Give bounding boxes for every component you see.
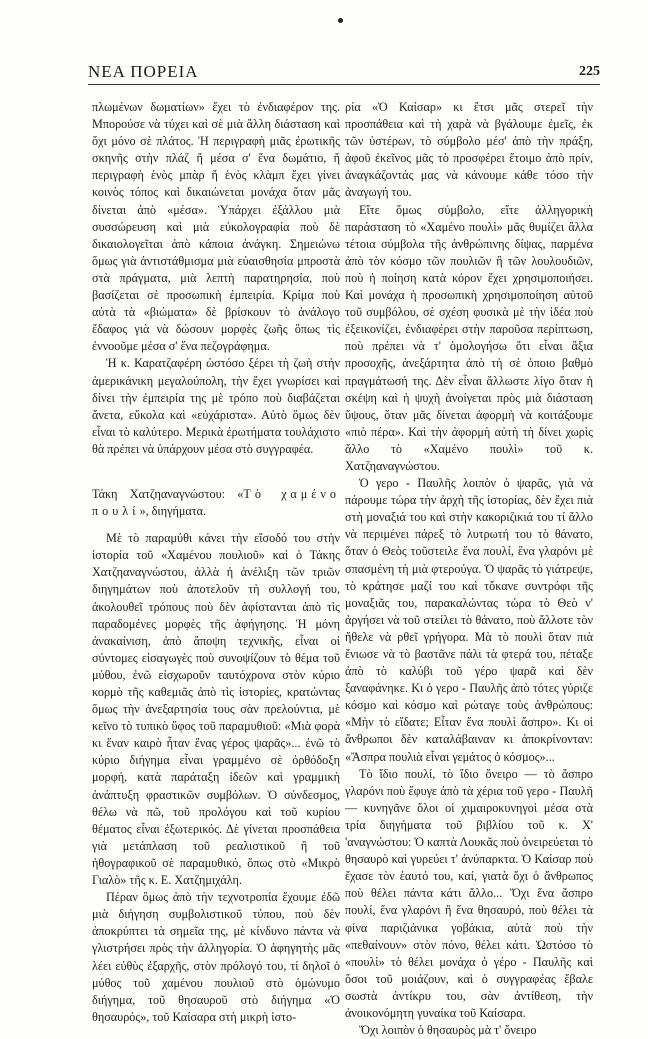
paragraph: Ὁ γερο - Παυλῆς λοιπὸν ὁ ψαρᾶς, γιὰ νὰ πάρουμε τώρα τὴν ἀρχὴ τῆς ἱστορίας, δὲν ἔχει πιὰ στὴ μοναξιά του καὶ στὴν κακοριζικιά του τί ἄλλο νὰ περιμένει πάρεξ τὸ λυτρωτή του τὸ θάνατο, ὅταν ὁ Θεὸς τοῦστειλε ἕνα πουλί, ἕνα γλαρόνι μὲ σπασμένη τὴ μιὰ φτερούγα. Ὁ ψαρᾶς τὸ γιάτρεψε, τὸ κράτησε μαζί του καὶ τὄκανε συντρόφι τῆς μοναξιᾶς του, παρακαλώντας τώρα τὸ Θεὸ ν' ἀργήσει νὰ τοῦ στείλει τὸ θάνατο, ποὺ ἄλλοτε τὸν ἤθελε νὰ ρθεῖ γρήγορα. Μὰ τὸ πουλὶ ὅταν πιὰ ἔνιωσε νὰ τὸ βαστᾶνε πάλι τὰ φτερά του, πέταξε ἀπὸ τὸ καλύβι τοῦ γέρο ψαρᾶ καὶ δὲν ξαναφάνηκε. Κι ὁ γερο - Παυλῆς ἀπὸ τότες γύριζε κόσμο καὶ κόσμο καὶ ρώταγε τοὺς ἀνθρώπους: «Μὴν τὸ εἴδατε; Εἶταν ἕνα πουλὶ ἄσπρο». Κι οἱ ἄνθρωποι δὲν καταλάβαιναν κι ἀποκρίνονταν: «Ἄσπρα πουλιὰ εἶναι γεμάτος ὁ κόσμος»... — [345, 476, 593, 764]
paragraph: πλωμένων δωματίων» ἔχει τὸ ἐνδιαφέρον της. Μπορούσε νὰ τύχει καὶ σὲ μιὰ ἄλλη διάσταση καὶ ὄχι μόνο σὲ πλάτος. Ἡ περιγραφὴ μιᾶς ἐρωτικῆς σκηνῆς στὴν πλάζ ἤ μέσα σ' ἕνα δωμάτιο, ἤ περιγραφὴ ἑνὸς μπὰρ ἤ ἑνὸς κλὰμπ ἔχει γίνει κοινὸς τόπος καὶ δικαιώνεται μονάχα ὅταν μᾶς δίνεται ἀπὸ «μέσα». Ὑπάρχει ἐξάλλου μιὰ συσσώρευση καὶ μιὰ εὐκολογραφία ποὺ δὲ δικαιολογεῖται ἀπὸ κάποια ἀνάγκη. Σημειώνω ὅμως γιὰ ἀντιστάθμισμα μιὰ εὐαισθησία μπροστὰ στὰ πράγματα, μιὰ λεπτὴ παρατηρησία, ποὺ βασίζεται σὲ προσωπικὴ ἐμπειρία. Κρίμα ποὺ αὐτὰ τὰ «βιώματα» δὲ βρίσκουν τὸ ἀνάλογο ἔδαφος γιὰ νὰ δώσουν μορφὲς ζωῆς ὅπως τὶς ἐννοοῦμε μέσα σ' ἕνα πεζογράφημα. — [92, 100, 340, 354]
review-book-title: Τὸ χαμένο πουλί — [92, 486, 340, 519]
paragraph: ρία «Ὁ Καίσαρ» κι ἔτσι μᾶς στερεῖ τὴν προσπάθεια καὶ τὴ χαρὰ νὰ βγάλουμε ἐμεῖς, ἐκ τῶν ὑστέρων, τὸ σύμβολο μέσ' ἀπὸ τὴν πράξη, ἀφοῦ ἐκεῖνος μᾶς τὸ προσφέρει ἕτοιμο ἀπὸ πρίν, ἀναγκάζοντάς μας νὰ κάνουμε κάθε τόσο τὴν ἀναγωγή του. — [345, 100, 593, 200]
paragraph: Εἴτε ὅμως σύμβολο, εἴτε ἀλληγορικὴ παράσταση τὸ «Χαμένο πουλὶ» μᾶς θυμίζει ἄλλα τέτοια σύμβολα τῆς ἀνθρώπινης δίψας, παρμένα ἀπὸ τὸν κόσμο τῶν πουλιῶν ἢ τῶν λουλουδιῶν, ποὺ ἡ ποίηση κατὰ κόρον ἔχει χρησιμοποιήσει. Καὶ μονάχα ἡ προσωπικὴ χρησιμοποίηση αὐτοῦ τοῦ συμβόλου, σὲ σχέση φυσικὰ μὲ τὴν ἰδέα ποὺ ἐξεικονίζει, ἐνδιαφέρει στὴν παροῦσα περίπτωση, ποὺ πρέπει νὰ τ' ὁμολογήσω ὅτι εἶναι ἄξια προσοχῆς, ἀνεξάρτητα ἀπὸ τὴ σὲ ὁποιο βαθμὸ πραγμάτωσή της. Δὲν εἶναι ἄλλωστε λίγο ὅταν ἡ σκέψη καὶ ἡ ψυχὴ ἀνοίγεται πρὸς μιὰ διάσταση ὕψους, ὅταν μᾶς δίνεται ἀφορμὴ νὰ κοιτάξουμε «πιὸ πέρα». Καὶ τὴν ἀφορμὴ αὐτὴ τὴ δίνει χωρὶς ἄλλο τὸ «Χαμένο πουλὶ» τοῦ κ. Χατζηαναγνώστου. — [345, 202, 593, 473]
page-number: 225 — [579, 64, 600, 79]
review-author: Τάκη Χατζηαναγνώστου: « — [92, 486, 244, 501]
paragraph: Πέραν ὅμως ἀπὸ τὴν τεχνοτροπία ἔχουμε ἐδῶ μιὰ διήγηση συμβολιστικοῦ τύπου, ποὺ δὲν ἀποκρύπτει τὰ σημεῖα της, μὲ κίνδυνο πάντα νὰ γλιστρήσει πρὸς τὴν ἀλληγορία. Ὁ ἀφηγητὴς μᾶς λέει εὐθὺς ἐξαρχῆς, στὸν πρόλογό του, τί δηλοῖ ὁ μύθος τοῦ χαμένου πουλιοῦ στὸ ὁμώνυμο διήγημα, τοῦ θησαυροῦ στὸ διήγημα «Ὁ θησαυρός», τοῦ Καίσαρα στὴ μικρὴ ἱστο- — [92, 890, 340, 1024]
left-column — [92, 99, 340, 1026]
paragraph: Τὸ ἴδιο πουλί, τὸ ἴδιο ὄνειρο — τὸ ἄσπρο γλαρόνι ποὺ ἔφυγε ἀπὸ τὰ χέρια τοῦ γερο - Παυλῆ — κυνηγᾶνε ὅλοι οἱ χιμαιροκυνηγοὶ μέσα στὰ τρία διηγήματα τοῦ βιβλίου τοῦ κ. Χ' 'αναγνώστου: Ὁ καπτὰ Λουκᾶς ποὺ ὀνειρεύεται τὸ θησαυρὸ καὶ γυρεύει τ' ἀνύπαρκτα. Ὁ Καίσαρ ποὺ ἔχασε τὸν ἑαυτό του, καί, γιατὰ ὄχι ὁ ἄνθρωπος ποὺ θέλει πάντα κάτι ἄλλο... Ὄχι ἕνα ἄσπρο πουλί, ἕνα γλαρόνι ἢ ἕνα θησαυρό, ποὺ θέλει τὰ φίνα παριζιάνικα γοβάκια, αὐτὰ ποὺ τὴν «πεθαίνουν» στὸν πόνο, θέλει κάτι. Ὡστόσο τὸ «πουλὶ» τὸ θέλει μονάχα ὁ γέρο - Παυλῆς καὶ ὅσοι τοῦ μοιάζουν, καὶ ὁ συγγραφέας ἔβαλε σωστὰ ἀντίκρυ του, σὰν ἀντίθεση, τὴν ἀνοικονόμητη γυναίκα τοῦ Καίσαρα. — [345, 766, 593, 1020]
running-head: ΝΕΑ ΠΟΡΕΙΑ — [88, 62, 199, 81]
paragraph: Ἡ κ. Καρατζαφέρη ὡστόσο ξέρει τὴ ζωὴ στὴν ἀμερικάνικη μεγαλούπολη, τὴν ἔχει γνωρίσει καὶ δίνει τὴν ἐμπειρία της μὲ τρόπο ποὺ διαβάζεται ἄνετα, εὔκολα καὶ «εὐχάριστα». Αὐτὸ ὅμως δὲν εἶναι τὸ καλύτερο. Μερικὰ ἐρωτήματα τουλάχιστο θὰ πρέπει νὰ ὑπάρχουν μέσα στὸ συγγραφέα. — [92, 356, 340, 456]
page-header — [88, 62, 600, 85]
paragraph: Ὄχι λοιπὸν ὁ θησαυρὸς μὰ τ' ὄνειρο — [359, 1023, 537, 1038]
right-column — [345, 99, 593, 1039]
review-heading — [92, 486, 340, 520]
scan-speck — [338, 18, 343, 23]
review-genre: », διηγήματα. — [139, 504, 207, 519]
paragraph: Μὲ τὸ παραμύθι κάνει τὴν εἴσοδό του στὴν ἱστορία τοῦ «Χαμένου πουλιοῦ» καὶ ὁ Τάκης Χατζηαναγνώστου, ἀλλὰ ἡ ἀνέλιξη τῶν τριῶν διηγημάτων ποὺ ἀποτελοῦν τὴ συλλογή του, ἀκολουθεῖ τρόπους ποὺ δὲν ἀφίστανται ἀπὸ τὶς παραδομένες μορφὲς τῆς ἀφήγησης. Ἡ μόνη ἀνακαίνιση, ἀπὸ ἄποψη τεχνικῆς, εἶναι οἱ σύντομες εἰσαγωγὲς ποὺ συνοψίζουν τὸ θέμα τοῦ μύθου, ἐνῶ εἰσχωροῦν ταυτόχρονα στὸν κύριο κορμὸ τῆς καθεμιᾶς ἀπὸ τὶς ἱστορίες, κρατώντας ὅμως τὴν ἀνεξαρτησία τους σὰν πρελούντια, μὲ κεῖνο τὸ τυπικὸ ὕφος τοῦ παραμυθιοῦ: «Μιὰ φορὰ κι ἕναν καιρὸ ἦταν ἕνας γέρος ψαρᾶς»... ἐνῶ τὸ κύριο διήγημα εἶναι γραμμένο σὲ ὀρθόδοξη μορφή, κατὰ παράταξη ἰδεῶν καὶ γραμμικὴ ἀνάπτυξη φραστικῶν συμβόλων. Ὁ σύνδεσμος, θέλω νὰ πῶ, τοῦ προλόγου καὶ τοῦ κυρίου θέματος εἶναι ἐξωτερικός. Δὲ γίνεται προσπάθεια γιὰ μετάπλαση τοῦ ρεαλιστικοῦ ἢ τοῦ ἠθογραφικοῦ σὲ παραμυθικό, ὅπως στὸ «Μικρὸ Γιαλὸ» τῆς κ. Ε. Χατζημιχάλη. — [92, 531, 340, 888]
